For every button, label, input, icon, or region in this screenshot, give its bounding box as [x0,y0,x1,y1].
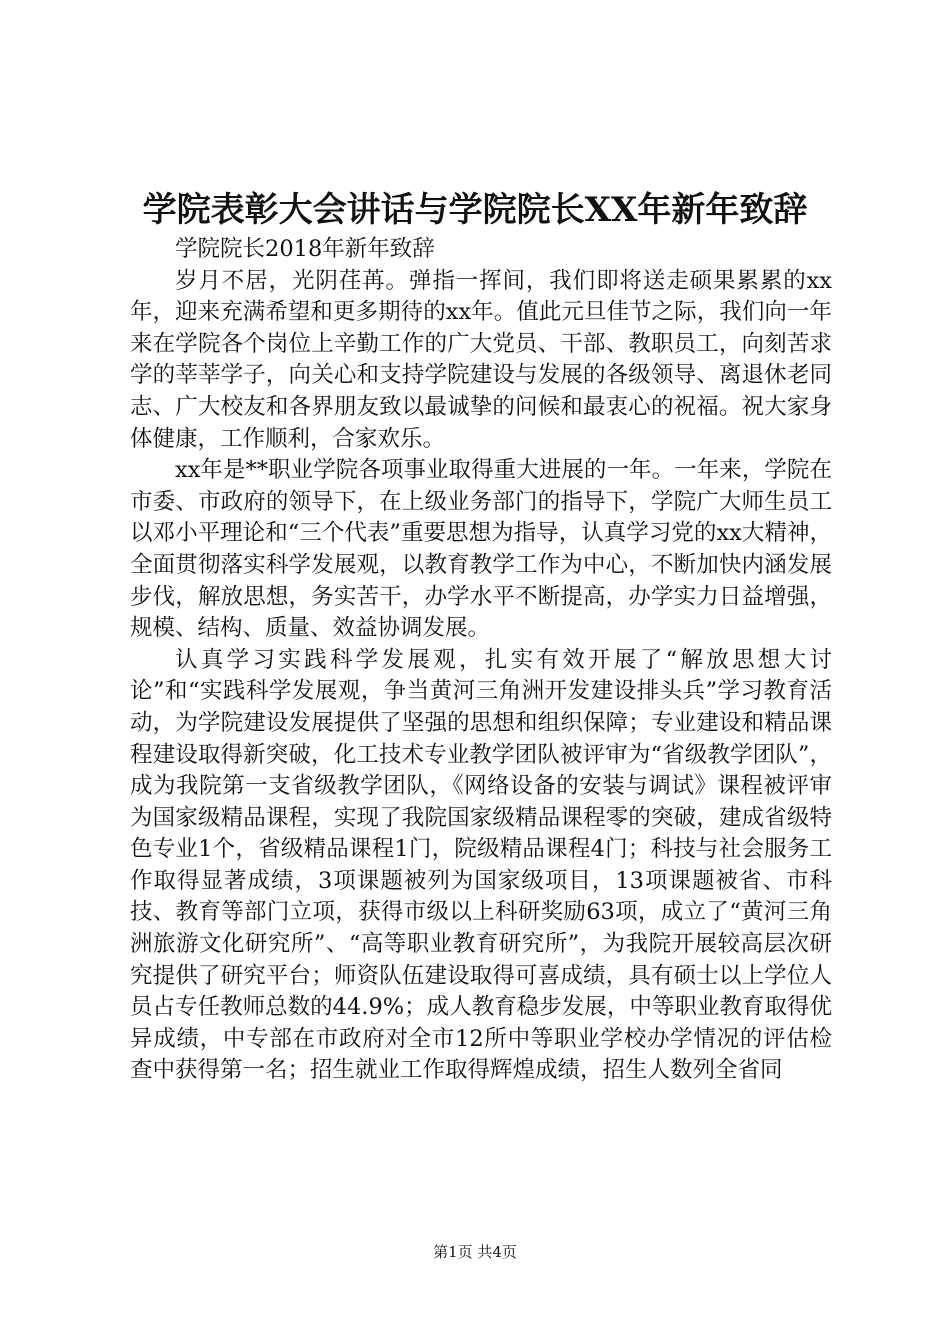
paragraph-2: xx年是**职业学院各项事业取得重大进展的一年。一年来，学院在市委、市政府的领导下，在上级业务部门的指导下，学院广大师生员工以邓小平理论和“三个代表”重要思想为指导，认真学习党的xx大精神，全面贯彻落实科学发展观，以教育教学工作为中心，不断加快内涵发展步伐，解放思想，务实苦干，办学水平不断提高，办学实力日益增强，规模、结构、质量、效益协调发展。 [130,457,832,642]
page-number-footer: 第1页 共4页 [433,1243,517,1261]
document-body [130,234,832,1087]
paragraph-3: 认真学习实践科学发展观，扎实有效开展了“解放思想大讨论”和“实践科学发展观，争当黄河三角洲开发建设排头兵”学习教育活动，为学院建设发展提供了坚强的思想和组织保障；专业建设和精品课程建设取得新突破，化工技术专业教学团队被评审为“省级教学团队”，成为我院第一支省级教学团队，《网络设备的安装与调试》课程被评审为国家级精品课程，实现了我院国家级精品课程零的突破，建成省级特色专业1个，省级精品课程1门，院级精品课程4门；科技与社会服务工作取得显著成绩，3项课题被列为国家级项目，13项课题被省、市科技、教育等部门立项，获得市级以上科研奖励63项，成立了“黄河三角洲旅游文化研究所”、“高等职业教育研究所”，为我院开展较高层次研究提供了研究平台；师资队伍建设取得可喜成绩，具有硕士以上学位人员占专任教师总数的44.9%；成人教育稳步发展，中等职业教育取得优异成绩，中专部在市政府对全市12所中等职业学校办学情况的评估检查中获得第一名；招生就业工作取得辉煌成绩，招生人数列全省同 [130,646,832,1084]
paragraph-1: 岁月不居，光阴荏苒。弹指一挥间，我们即将送走硕果累累的xx年，迎来充满希望和更多期待的xx年。值此元旦佳节之际，我们向一年来在学院各个岗位上辛勤工作的广大党员、干部、教职员工，向刻苦求学的莘莘学子，向关心和支持学院建设与发展的各级领导、离退休老同志、广大校友和各界朋友致以最诚挚的问候和最衷心的祝福。祝大家身体健康，工作顺利，合家欢乐。 [130,267,832,452]
subtitle-paragraph: 学院院长2018年新年致辞 [175,236,435,262]
document-title: 学院表彰大会讲话与学院院长XX年新年致辞 [142,190,808,230]
